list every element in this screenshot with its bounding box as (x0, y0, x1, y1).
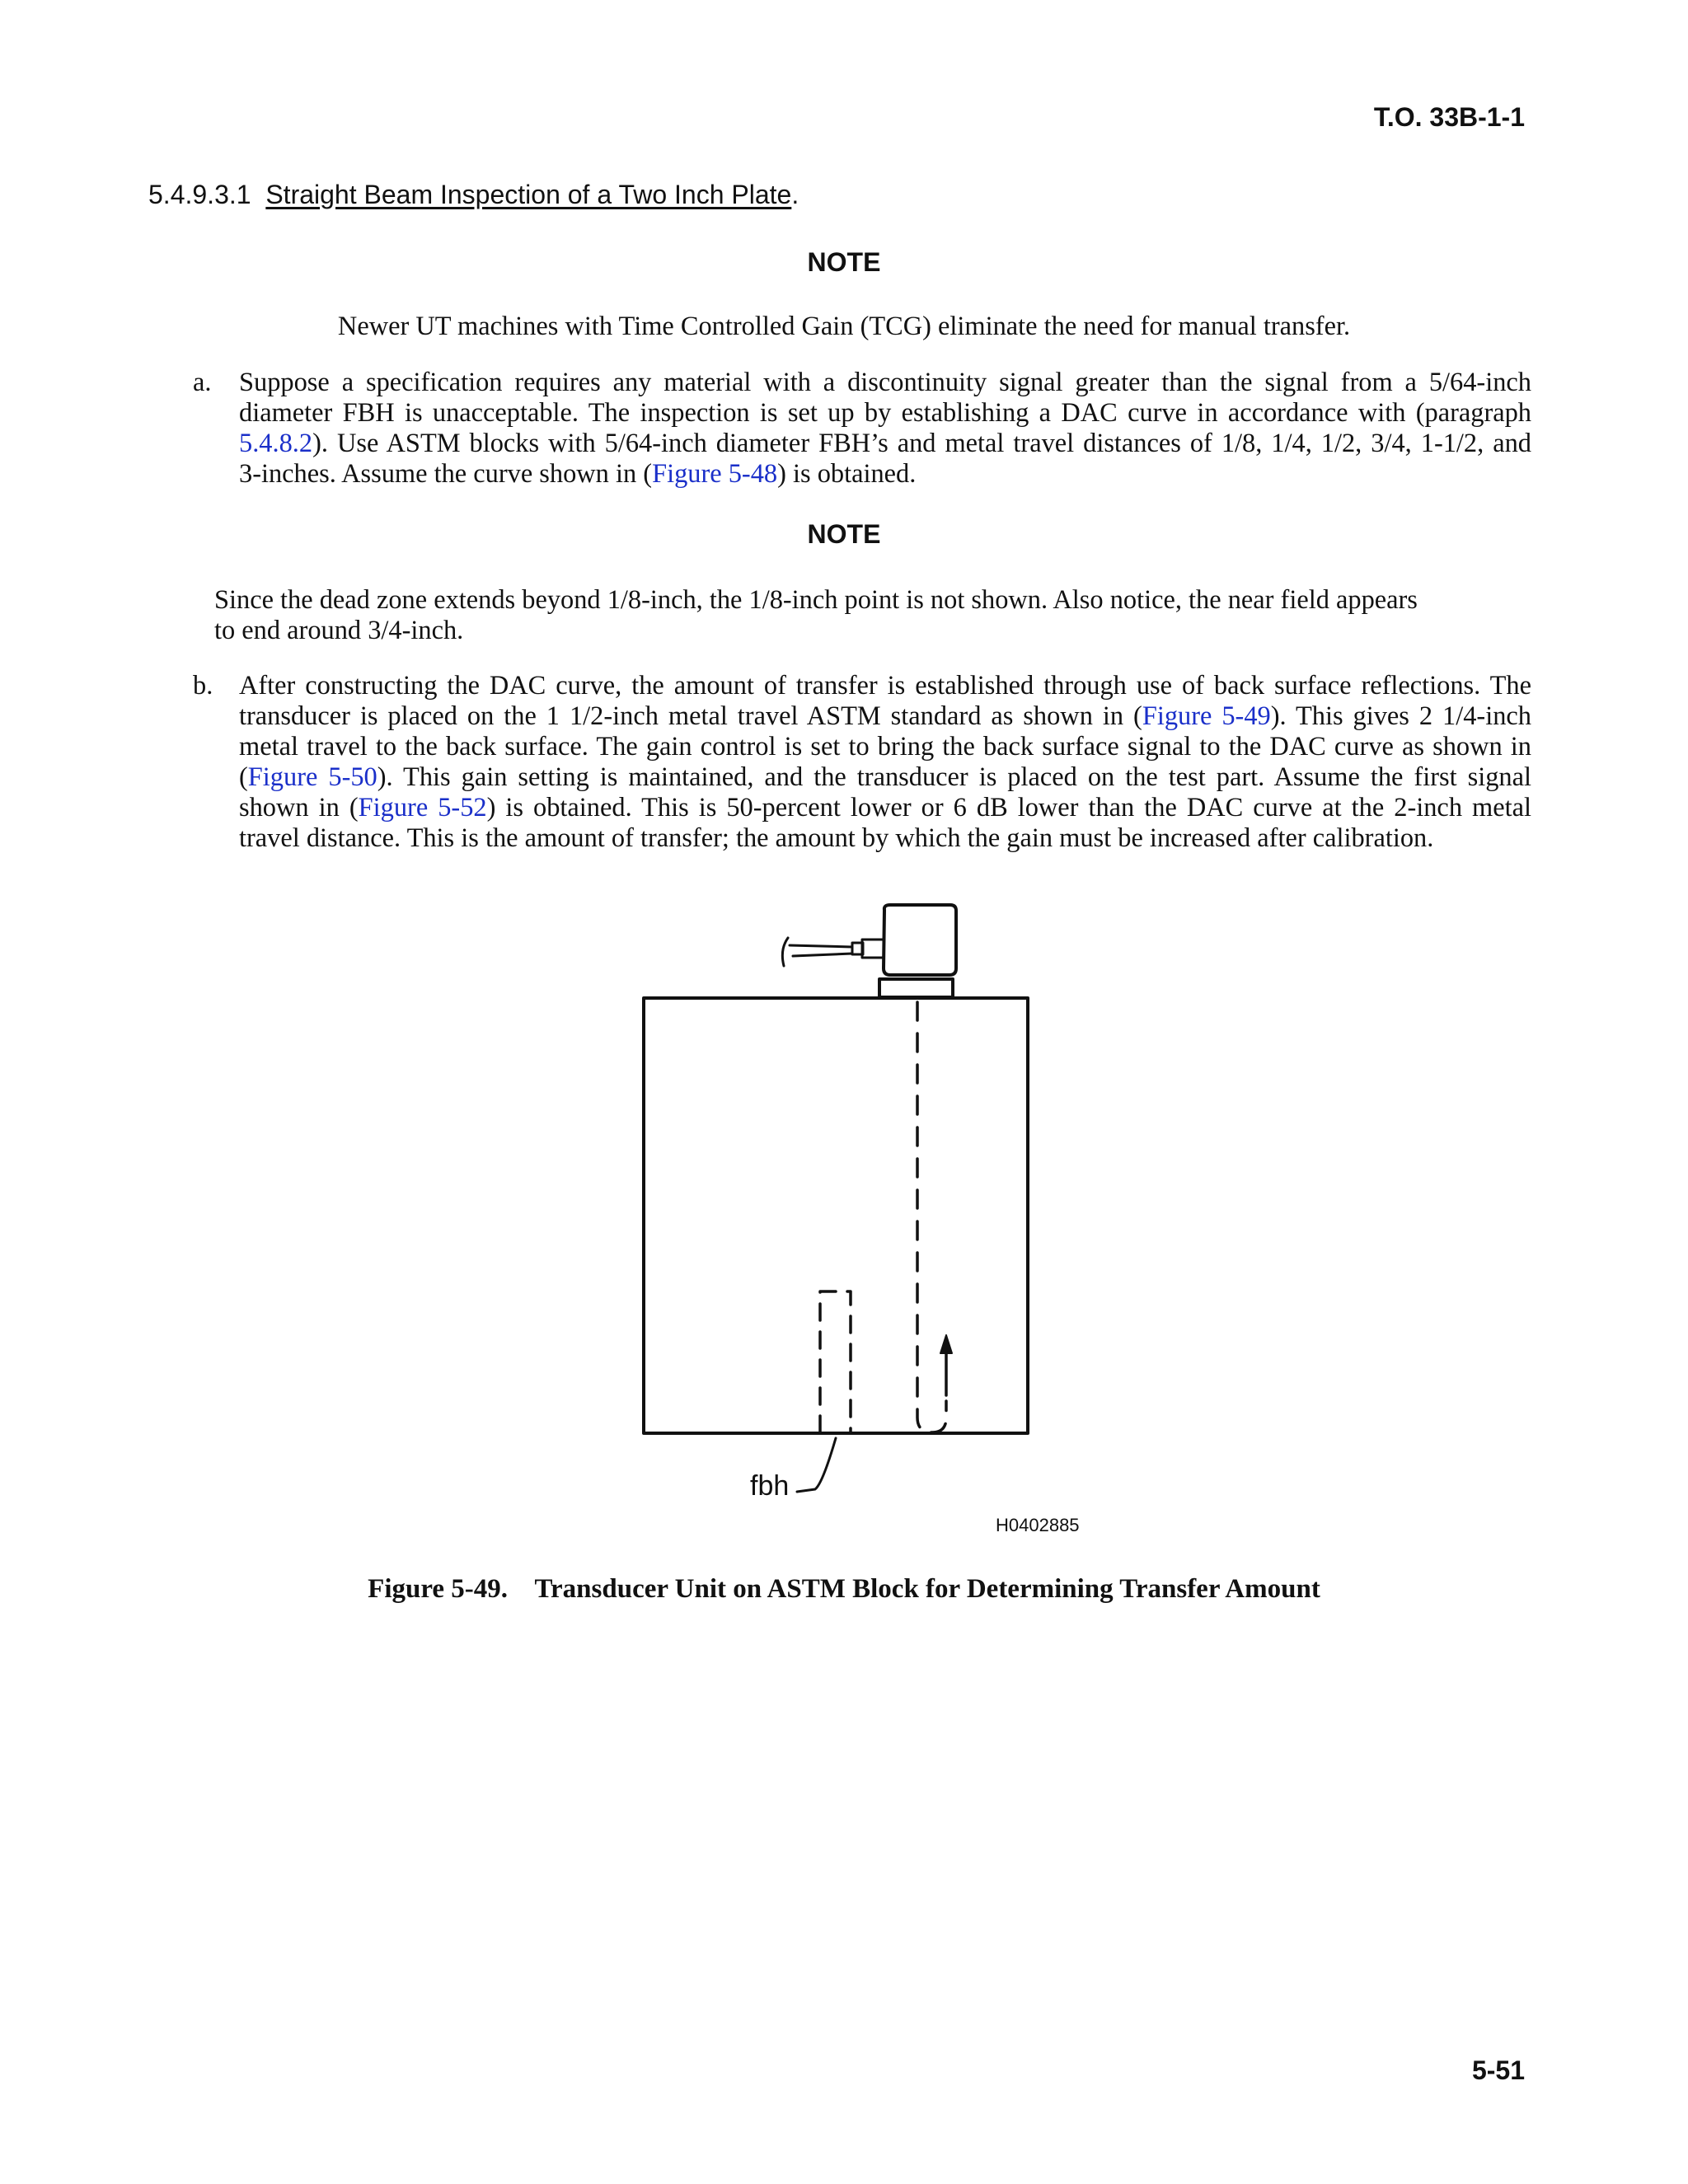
sound-beam-path (917, 1002, 946, 1432)
section-number: 5.4.9.3.1 (148, 180, 251, 209)
paragraph-a-line: ) is obtained. (777, 459, 917, 489)
paragraph-b-line: After constructing the DAC curve, the amount of transfer is established through use of back surface reflections. The (239, 671, 1531, 701)
note-line: to end around 3/4-inch. (214, 616, 464, 645)
list-marker-b: b. (193, 671, 213, 701)
cable-connector (862, 940, 884, 958)
paragraph-b-line: travel distance. This is the amount of transfer; the amount by which the gain must be increased after calibration. (239, 823, 1434, 853)
note-title: NOTE (807, 247, 881, 277)
figure-5-50-link[interactable]: Figure 5-50 (247, 762, 377, 792)
figure-caption-title: Transducer Unit on ASTM Block for Determining Transfer Amount (534, 1574, 1320, 1604)
paragraph-b-line: ). This gain setting is maintained, and the transducer is placed on the test part. Assume the first signal (377, 762, 1531, 792)
transducer-cable (790, 945, 852, 956)
figure-id: H0402885 (996, 1515, 1080, 1535)
transducer-shoe (879, 979, 953, 997)
astm-block (644, 998, 1028, 1433)
section-title-suffix: . (791, 180, 799, 209)
paragraph-b-line: ( (239, 762, 248, 792)
transducer-cable-end (782, 938, 788, 966)
page-number: 5-51 (1471, 2055, 1525, 2085)
paragraph-b-line: ). This gives 2 1/4-inch (1270, 701, 1531, 731)
note-text: Newer UT machines with Time Controlled Gain (TCG) eliminate the need for manual transfer. (337, 312, 1351, 341)
transducer-housing (884, 905, 956, 975)
flat-bottom-hole (820, 1291, 851, 1432)
paragraph-a-line: ). Use ASTM blocks with 5/64-inch diameter FBH’s and metal travel distances of 1/8, 1/4, 1/2, 3/4, 1-1/2, and (312, 429, 1531, 458)
figure-5-52-link[interactable]: Figure 5-52 (358, 793, 487, 823)
paragraph-a-line: 3-inches. Assume the curve shown in ( (239, 459, 653, 489)
paragraph-a-line: Suppose a specification requires any material with a discontinuity signal greater than the signal from a 5/64-inch (239, 368, 1531, 397)
paragraph-b-line: shown in ( (239, 793, 359, 823)
figure-caption-number: Figure 5-49. (368, 1574, 509, 1604)
reflection-arrow-head (940, 1335, 952, 1353)
list-marker-a: a. (193, 368, 212, 397)
paragraph-b-line: ) is obtained. This is 50-percent lower or 6 dB lower than the DAC curve at the 2-inch metal (486, 793, 1531, 823)
note-title: NOTE (807, 519, 881, 549)
figure-5-48-link[interactable]: Figure 5-48 (652, 459, 778, 489)
paragraph-a-line: diameter FBH is unacceptable. The inspection is set up by establishing a DAC curve in accordance with (paragraph (239, 398, 1531, 428)
document-id: T.O. 33B-1-1 (1373, 102, 1525, 132)
fbh-label: fbh (750, 1470, 790, 1502)
paragraph-b-line: transducer is placed on the 1 1/2-inch metal travel ASTM standard as shown in ( (239, 701, 1142, 731)
paragraph-b-line: metal travel to the back surface. The gain control is set to bring the back surface signal to the DAC curve as shown in (239, 732, 1531, 762)
section-title: Straight Beam Inspection of a Two Inch Plate (265, 180, 792, 209)
paragraph-link-5-4-8-2[interactable]: 5.4.8.2 (239, 429, 313, 458)
figure-caption (0, 1574, 1688, 1605)
figure-5-49-link[interactable]: Figure 5-49 (1142, 701, 1271, 731)
note-line: Since the dead zone extends beyond 1/8-inch, the 1/8-inch point is not shown. Also notice, the near field appears (214, 585, 1418, 615)
fbh-leader (797, 1438, 836, 1492)
